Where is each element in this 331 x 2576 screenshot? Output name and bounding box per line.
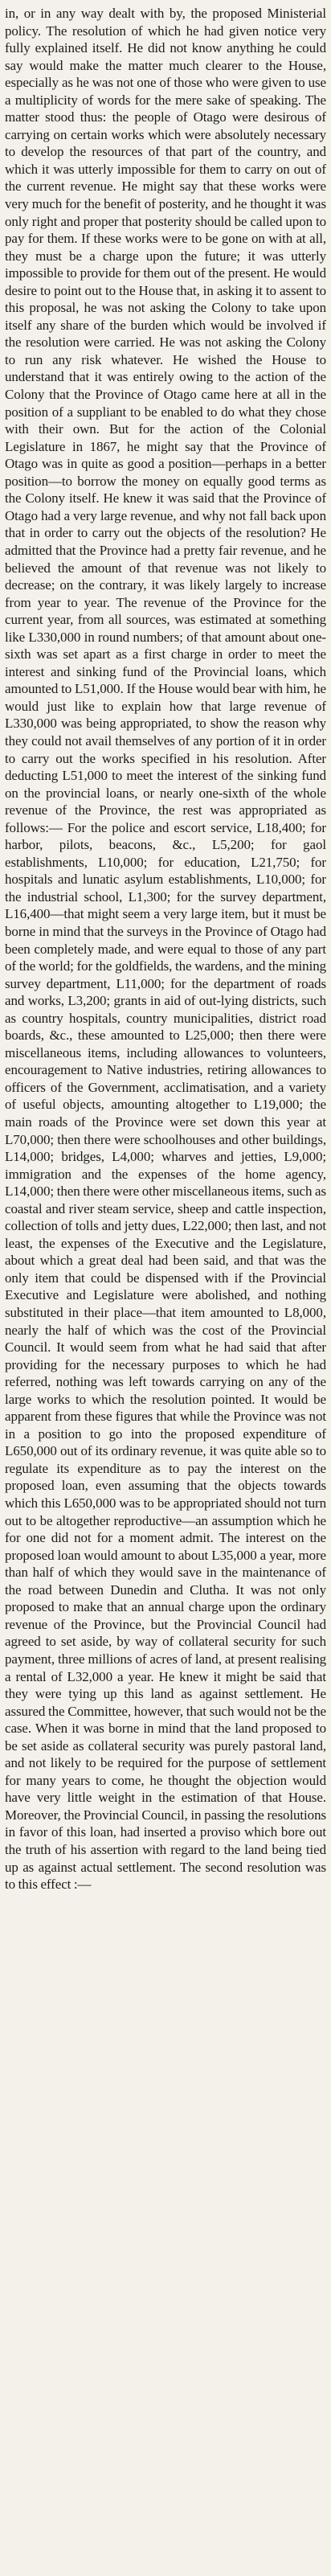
article-body-text: in, or in any way dealt with by, the proposed Ministerial policy. The resolution of which he had given notice very fully explained itself. He did not know anything he could say would make the matter much clearer to the House, especially as he was not one of those who were given to use a multiplicity of words for the mere sake of speaking. The matter stood thus: the people of Otago were desirous of carrying on certain works which were absolutely necessary to develop the resources of that part of the country, and which it was utterly impossible for them to carry on out of the current revenue. He might say that these works were very much for the benefit of posterity, and he thought it was only right and proper that posterity should be called upon to pay for them. If these works were to be gone on with at all, they must be a charge upon the future; it was utterly impossible to provide for them out of the present. He would desire to point out to the House that, in asking it to assent to this proposal, he was not asking the Colony to take upon itself any share of the burden which would be involved if the resolution were carried. He was not asking the Colony to run any risk whatever. He wished the House to understand that it was entirely owing to the action of the Colony that the Province of Otago came here at all in the position of a suppliant to be enabled to do what they chose with their own. But for the action of the Colonial Legislature in 1867, he might say that the Province of Otago was in quite as good a position—perhaps in a better position—to borrow the money on equally good terms as the Colony itself. He knew it was said that the Province of Otago had a very large revenue, and why not fall back upon that in order to carry out the objects of the resolution? He admitted that the Province had a pretty fair revenue, and he believed the amount of that revenue was not likely to decrease; on the contrary, it was likely largely to increase from year to year. The revenue of the Province for the current year, from all sources, was estimated at something like L330,000 in round numbers; of that amount about one-sixth was set apart as a first charge in order to meet the interest and sinking fund of the Provincial loans, which amounted to L51,000. If the House would bear with him, he would just like to explain how that large revenue of L330,000 was being appropriated, to show the reason why they could not avail themselves of any portion of it in order to carry out the works specified in his resolution. After deducting L51,000 to meet the interest of the sinking fund on the provincial loans, or nearly one-sixth of the whole revenue of the Province, the rest was appropriated as follows:— For the police and escort service, L18,400; for harbor, pilots, beacons, &c., L5,200; for gaol establishments, L10,000; for education, L21,750; for hospitals and lunatic asylum establishments, L10,000; for the industrial school, L1,300; for the survey department, L16,400—that might seem a very large item, but it must be borne in mind that the surveys in the Province of Otago had been completely made, and were equal to those of any part of the world; for the goldfields, the wardens, and the mining survey department, L11,000; for the department of roads and works, L3,200; grants in aid of out-lying districts, such as country hospitals, country municipalities, district road boards, &c., these amounted to L25,000; then there were miscellaneous items, including allowances to volunteers, encouragement to Native industries, retiring allowances to officers of the Government, acclimatisation, and a variety of useful objects, amounting altogether to L19,000; the main roads of the Province were set down this year at L70,000; then there were schoolhouses and other buildings, L14,000; bridges, L4,000; wharves and jetties, L9,000; immigration and the expenses of the home agency, L14,000; then there were other miscellaneous items, such as coastal and river steam service, sheep and cattle inspection, collection of tolls and jetty dues, L22,000; then last, and not least, the expenses of the Executive and the Legislature, about which a great deal had been said, and that was the only item that could be dispensed with if the Provincial Executive and Legislature were abolished, and nothing substituted in their place—that item amounted to L8,000, nearly the half of which was the cost of the Provincial Council. It would seem from what he had said that after providing for the necessary purposes to which he had referred, nothing was left towards carrying on any of the large works to which the resolution pointed. It would be apparent from these figures that while the Province was not in a position to go into the proposed expenditure of L650,000 out of its ordinary revenue, it was quite able so to regulate its expenditure as to pay the interest on the proposed loan, even assuming that the objects towards which this L650,000 was to be appropriated should not turn out to be altogether reproductive—an assumption which he for one did not for a moment admit. The interest on the proposed loan would amount to about L35,000 a year, more than half of which they would save in the maintenance of the road between Dunedin and Clutha. It was not only proposed to make that an annual charge upon the ordinary revenue of the Province, but the Provincial Council had agreed to set aside, by way of collateral security for such payment, three millions of acres of land, at present realising a rental of L32,000 a year. He knew it might be said that they were tying up this land as against settlement. He assured the Committee, however, that such would not be the case. When it was borne in mind that the land proposed to be set aside as collateral security was purely pastoral land, and not likely to be required for the purpose of settlement for many years to come, he thought the objection would have very little weight in the estimation of that House. Moreover, the Provincial Council, in passing the resolutions in favor of this loan, had inserted a proviso which bore out the truth of his assertion with regard to the land being tied up as against actual settlement. The second resolution was to this effect :— — [5, 6, 326, 1893]
